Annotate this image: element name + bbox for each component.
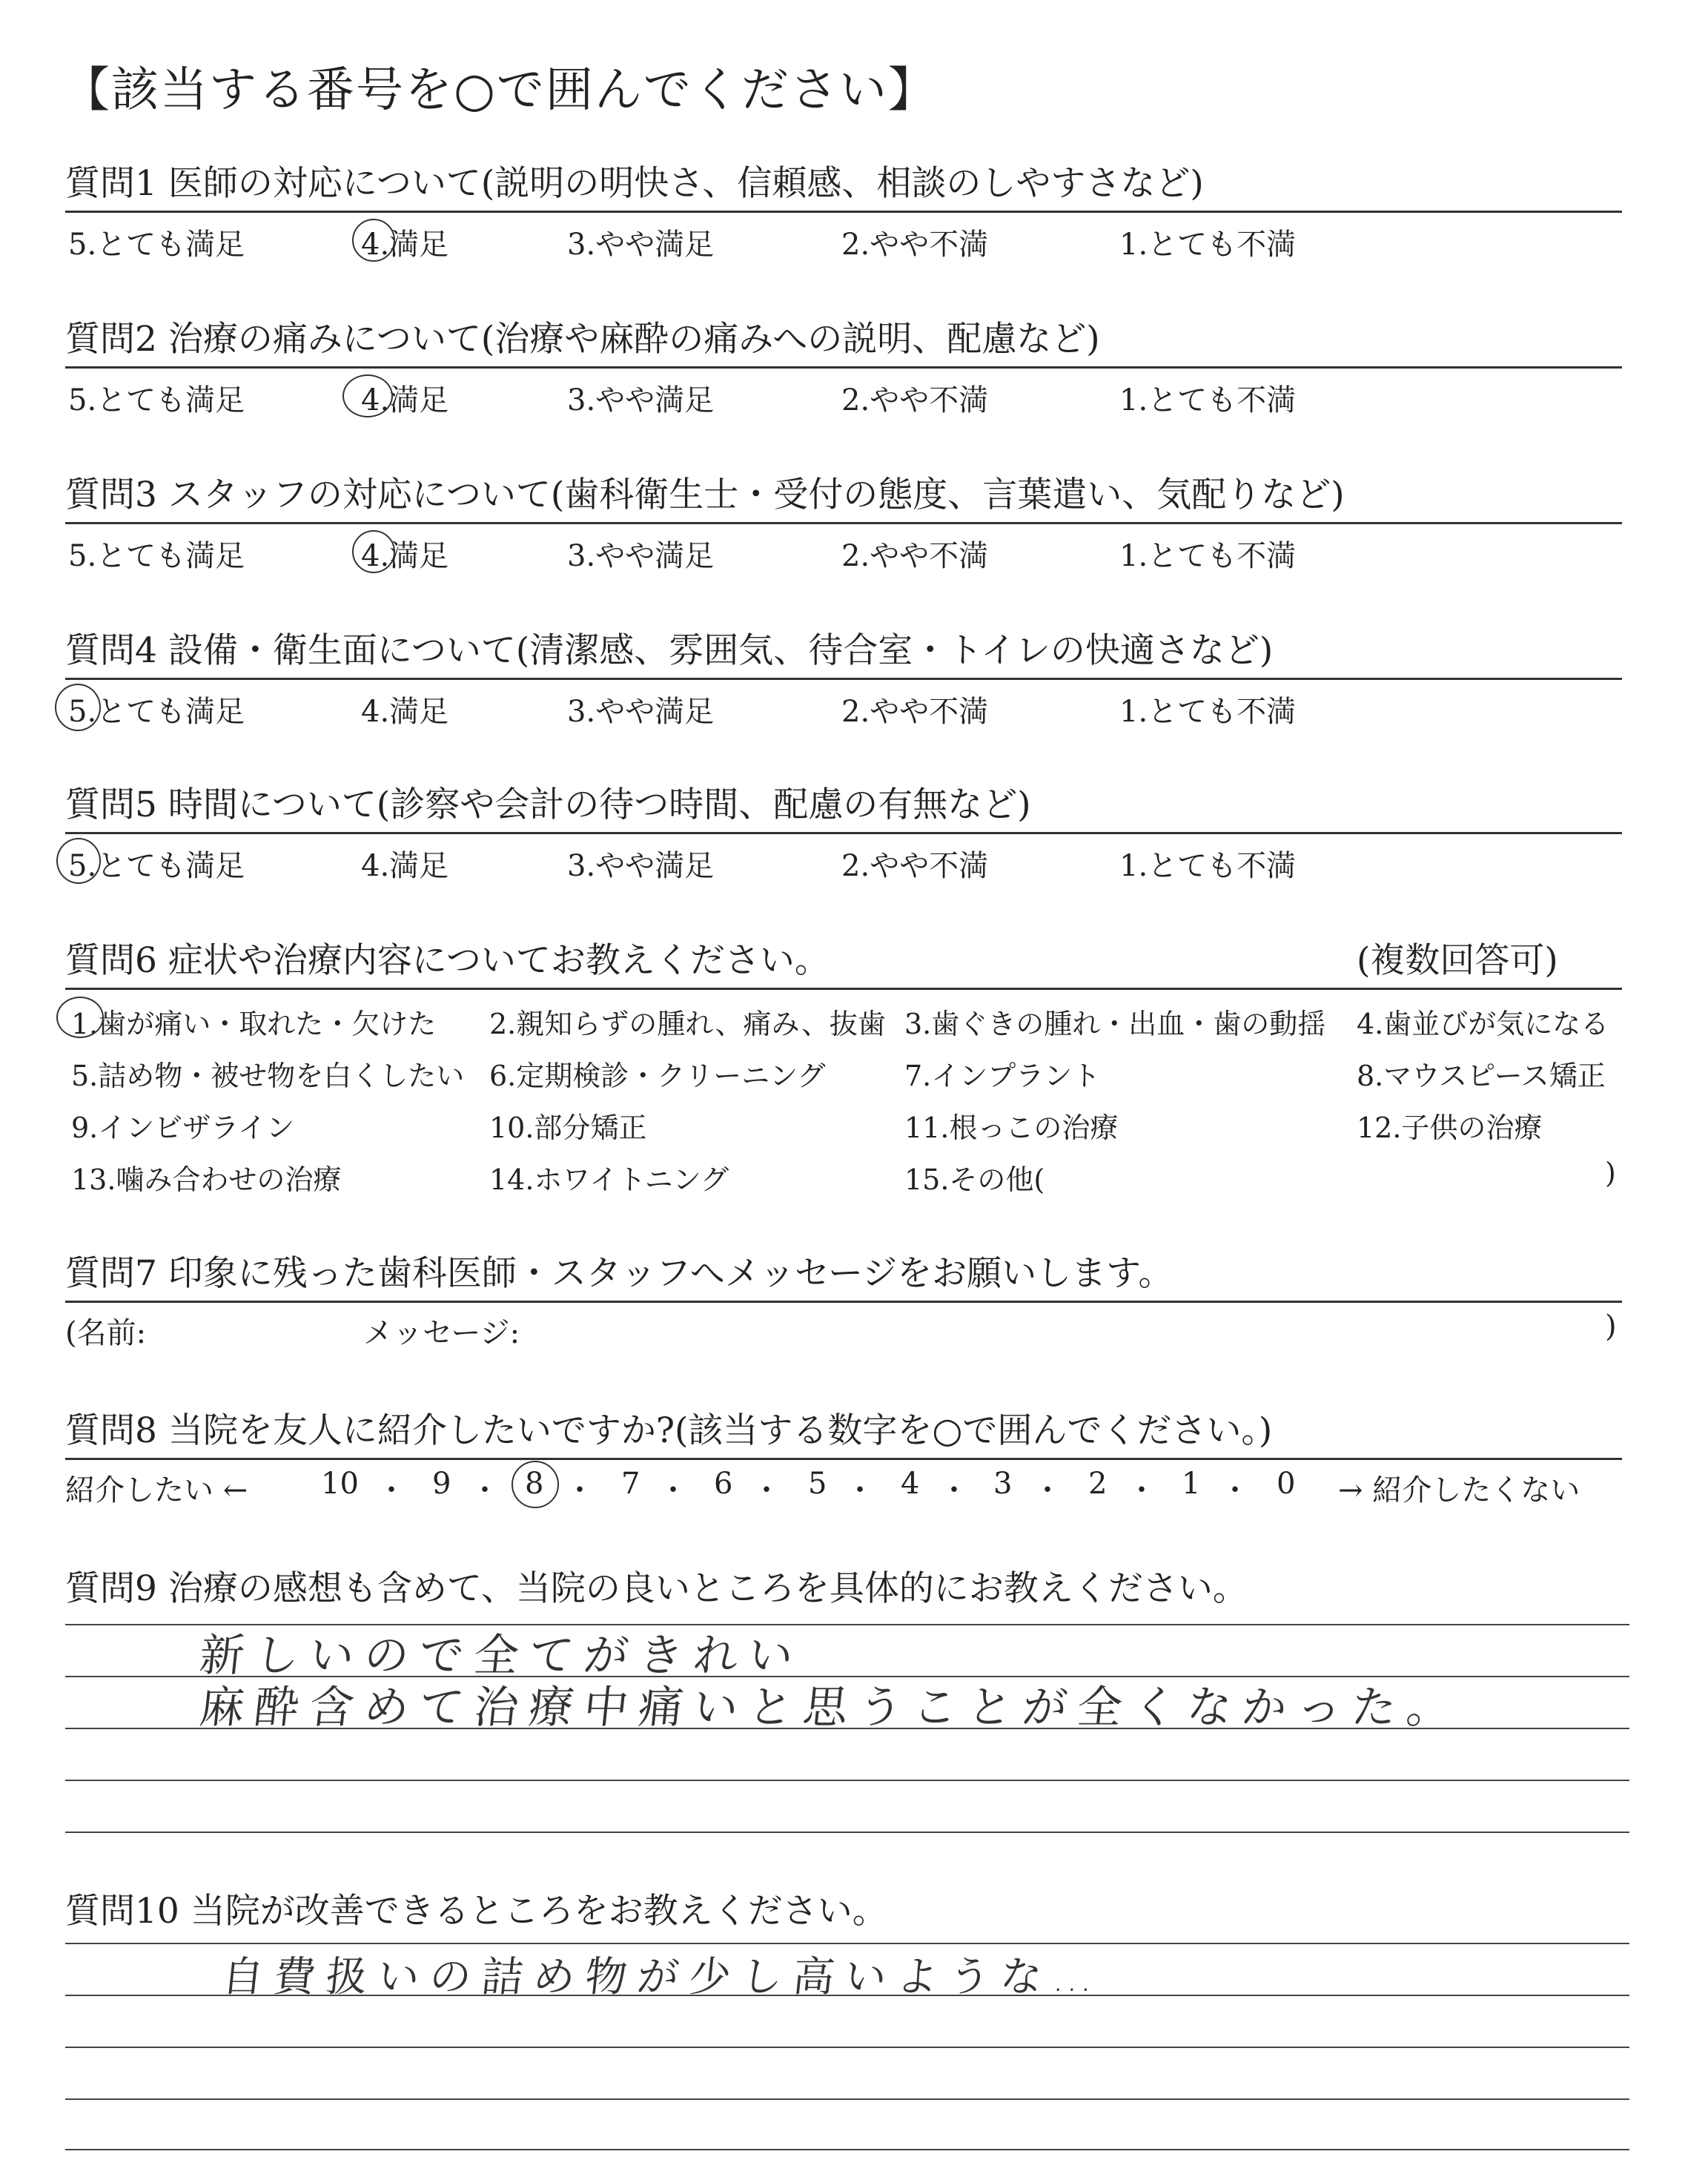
q1-option-3[interactable]: 3.やや満足 (567, 228, 715, 262)
q5-option-3[interactable]: 3.やや満足 (567, 849, 715, 883)
q9-answer-line-2: 麻酔含めて治療中痛いと思うことが全くなかった。 (196, 1682, 1465, 1734)
q1-option-5[interactable]: 5.とても満足 (68, 228, 245, 262)
q4-answer-circle (55, 684, 101, 731)
q5-option-5[interactable]: 5.とても満足 (68, 849, 245, 883)
divider (65, 1301, 1622, 1303)
q4-option-5[interactable]: 5.とても満足 (68, 695, 245, 729)
divider (65, 211, 1622, 213)
q8-score-3[interactable]: 3 (993, 1467, 1013, 1501)
divider (65, 366, 1622, 369)
writing-line (65, 2047, 1629, 2048)
divider (65, 522, 1622, 524)
q8-score-1[interactable]: 1 (1182, 1467, 1201, 1501)
q3-option-4[interactable]: 4.満足 (361, 539, 449, 573)
writing-line (65, 1832, 1629, 1833)
q8-score-9[interactable]: 9 (432, 1467, 451, 1501)
question-9-label: 質問9 治療の感想も含めて、当院の良いところを具体的にお教えください。 (65, 1568, 1248, 1609)
q1-option-2[interactable]: 2.やや不満 (841, 228, 989, 262)
question-1-label: 質問1 医師の対応について(説明の明快さ、信頼感、相談のしやすさなど) (65, 163, 1204, 204)
q4-option-3[interactable]: 3.やや満足 (567, 695, 715, 729)
q5-answer-circle (56, 838, 101, 884)
q2-option-4[interactable]: 4.満足 (361, 383, 449, 417)
writing-line (65, 2149, 1629, 2150)
q8-dot: ・ (1127, 1473, 1156, 1507)
q7-close: ) (1605, 1309, 1617, 1344)
q8-score-8[interactable]: 8 (525, 1467, 544, 1501)
q8-dot: ・ (470, 1473, 500, 1507)
q3-option-2[interactable]: 2.やや不満 (841, 539, 989, 573)
q6-answer-circle (56, 997, 104, 1038)
divider (65, 988, 1622, 990)
q8-answer-circle (512, 1461, 559, 1508)
q3-option-5[interactable]: 5.とても満足 (68, 539, 245, 573)
question-3-label: 質問3 スタッフの対応について(歯科衛生士・受付の態度、言葉遣い、気配りなど) (65, 475, 1345, 515)
q8-score-10[interactable]: 10 (321, 1467, 359, 1501)
q8-score-2[interactable]: 2 (1088, 1467, 1108, 1501)
q8-dot: ・ (658, 1473, 688, 1507)
q6-other-close: ) (1605, 1157, 1616, 1189)
q8-score-0[interactable]: 0 (1277, 1467, 1296, 1501)
q4-option-1[interactable]: 1.とても不満 (1119, 695, 1297, 729)
q1-answer-circle (352, 219, 395, 262)
q8-dot: ・ (752, 1473, 781, 1507)
question-5-label: 質問5 時間について(診察や会計の待つ時間、配慮の有無など) (65, 785, 1031, 825)
q8-left-label: 紹介したい ← (65, 1473, 248, 1507)
q1-option-1[interactable]: 1.とても不満 (1119, 228, 1297, 262)
question-6-label: 質問6 症状や治療内容についてお教えください。 (65, 940, 830, 981)
q8-dot: ・ (845, 1473, 875, 1507)
q5-option-4[interactable]: 4.満足 (361, 849, 449, 883)
q6-option-6[interactable]: 6.定期検診・クリーニング (489, 1060, 826, 1092)
q1-option-4[interactable]: 4.満足 (361, 228, 449, 262)
q4-option-4[interactable]: 4.満足 (361, 695, 449, 729)
q8-dot: ・ (377, 1473, 406, 1507)
q8-score-4[interactable]: 4 (901, 1467, 920, 1501)
q3-option-3[interactable]: 3.やや満足 (567, 539, 715, 573)
q7-name-label: (名前: (65, 1316, 147, 1350)
q8-dot: ・ (565, 1473, 595, 1507)
q3-option-1[interactable]: 1.とても不満 (1119, 539, 1297, 573)
divider (65, 1458, 1622, 1460)
page-title: 【該当する番号を○で囲んでください】 (62, 63, 937, 118)
q2-option-3[interactable]: 3.やや満足 (567, 383, 715, 417)
q8-score-7[interactable]: 7 (621, 1467, 640, 1501)
q10-answer-line-1: 自費扱いの詰め物が少し高いような… (219, 1953, 1107, 2001)
q8-score-5[interactable]: 5 (808, 1467, 827, 1501)
question-2-label: 質問2 治療の痛みについて(治療や麻酔の痛みへの説明、配慮など) (65, 319, 1100, 360)
q8-dot: ・ (1033, 1473, 1062, 1507)
q3-answer-circle (352, 530, 395, 573)
divider (65, 832, 1622, 834)
q6-option-4[interactable]: 4.歯並びが気になる (1357, 1008, 1609, 1040)
q6-option-5[interactable]: 5.詰め物・被せ物を白くしたい (71, 1060, 465, 1092)
question-7-label: 質問7 印象に残った歯科医師・スタッフへメッセージをお願いします。 (65, 1253, 1174, 1294)
writing-line (65, 2098, 1629, 2100)
q8-dot: ・ (939, 1473, 969, 1507)
q6-option-14[interactable]: 14.ホワイトニング (489, 1163, 729, 1196)
question-8-label: 質問8 当院を友人に紹介したいですか?(該当する数字を○で囲んでください。) (65, 1410, 1273, 1451)
q6-option-7[interactable]: 7.インプラント (904, 1060, 1101, 1092)
q8-right-label: → 紹介したくない (1338, 1473, 1580, 1507)
q5-option-1[interactable]: 1.とても不満 (1119, 849, 1297, 883)
q8-dot: ・ (1220, 1473, 1250, 1507)
q9-answer-line-1: 新しいので全てがきれい (196, 1630, 807, 1682)
q6-option-3[interactable]: 3.歯ぐきの腫れ・出血・歯の動揺 (904, 1008, 1326, 1040)
question-4-label: 質問4 設備・衛生面について(清潔感、雰囲気、待合室・トイレの快適さなど) (65, 630, 1274, 671)
q2-option-2[interactable]: 2.やや不満 (841, 383, 989, 417)
q6-option-2[interactable]: 2.親知らずの腫れ、痛み、抜歯 (489, 1008, 886, 1040)
q6-option-10[interactable]: 10.部分矯正 (489, 1112, 647, 1144)
q6-option-11[interactable]: 11.根っこの治療 (904, 1112, 1119, 1144)
q4-option-2[interactable]: 2.やや不満 (841, 695, 989, 729)
q6-option-12[interactable]: 12.子供の治療 (1357, 1112, 1543, 1144)
q8-score-6[interactable]: 6 (714, 1467, 733, 1501)
q2-option-1[interactable]: 1.とても不満 (1119, 383, 1297, 417)
q2-answer-circle (342, 374, 393, 417)
q6-option-15[interactable]: 15.その他( (904, 1163, 1045, 1196)
q2-option-5[interactable]: 5.とても満足 (68, 383, 245, 417)
question-6-note: (複数回答可) (1357, 940, 1558, 981)
q5-option-2[interactable]: 2.やや不満 (841, 849, 989, 883)
q7-message-label: メッセージ: (363, 1316, 520, 1350)
q6-option-13[interactable]: 13.噛み合わせの治療 (71, 1163, 342, 1196)
divider (65, 678, 1622, 680)
question-10-label: 質問10 当院が改善できるところをお教えください。 (65, 1891, 887, 1932)
q6-option-9[interactable]: 9.インビザライン (71, 1112, 295, 1144)
writing-line (65, 1780, 1629, 1781)
q6-option-8[interactable]: 8.マウスピース矯正 (1357, 1060, 1606, 1092)
q6-option-1[interactable]: 1.歯が痛い・取れた・欠けた (71, 1008, 437, 1040)
